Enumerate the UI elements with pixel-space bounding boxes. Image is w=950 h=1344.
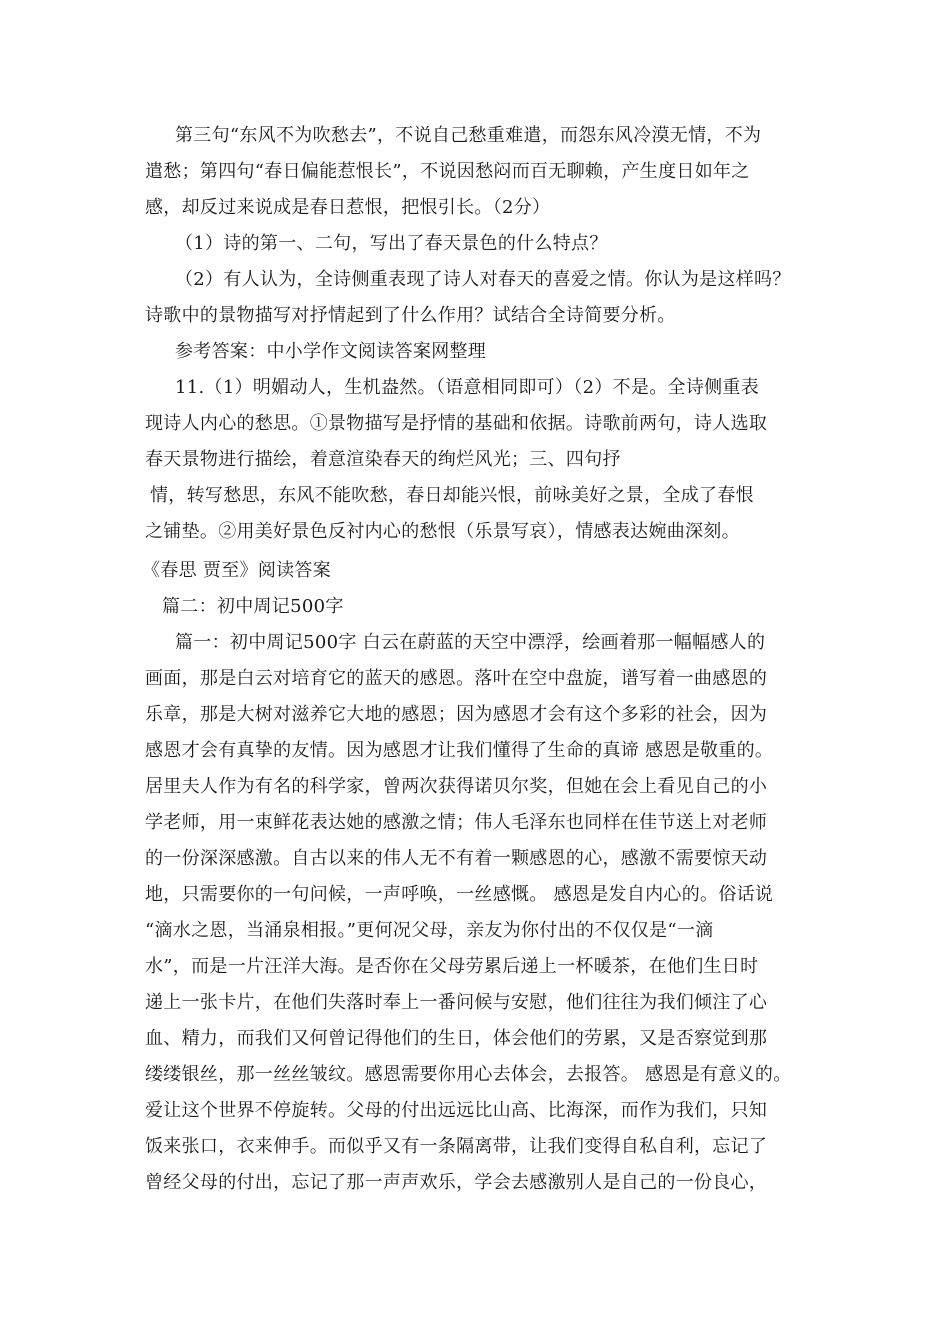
essay-line: 篇一：初中周记500字 白云在蔚蓝的天空中漂浮，绘画着那一幅幅感人的 xyxy=(175,632,766,653)
essay-line: 感恩才会有真挚的友情。因为感恩才让我们懂得了生命的真谛 感恩是敬重的。 xyxy=(145,740,774,761)
answer-line: 现诗人内心的愁思。①景物描写是抒情的基础和依据。诗歌前两句，诗人选取 xyxy=(145,413,768,434)
text-line: 第三句“东风不为吹愁去”，不说自己愁重难遣，而怨东风冷漠无情，不为 xyxy=(175,125,762,146)
answer-line: 情，转写愁思，东风不能吹愁，春日却能兴恨，前咏美好之景，全成了春恨 xyxy=(150,485,754,506)
question-line: （2）有人认为，全诗侧重表现了诗人对春天的喜爱之情。你认为是这样吗？ xyxy=(175,269,791,290)
section-title: 篇二：初中周记500字 xyxy=(162,596,344,617)
essay-line: 饭来张口，衣来伸手。而似乎又有一条隔离带，让我们变得自私自利，忘记了 xyxy=(145,1136,768,1157)
essay-line: 水”，而是一片汪洋大海。是否你在父母劳累后递上一杯暖茶，在他们生日时 xyxy=(145,956,759,977)
essay-line: 的一份深深感激。自古以来的伟人无不有着一颗感恩的心，感激不需要惊天动 xyxy=(145,848,768,869)
essay-line: 学老师，用一束鲜花表达她的感激之情；伟人毛泽东也同样在佳节送上对老师 xyxy=(145,812,768,833)
essay-line: 爱让这个世界不停旋转。父母的付出远远比山高、比海深，而作为我们，只知 xyxy=(145,1100,768,1121)
essay-line: 缕缕银丝，那一丝丝皱纹。感恩需要你用心去体会，去报答。 感恩是有意义的。 xyxy=(145,1064,792,1085)
question-line: （1）诗的第一、二句，写出了春天景色的什么特点？ xyxy=(175,233,608,254)
answer-line: 之铺垫。②用美好景色反衬内心的愁恨（乐景写哀），情感表达婉曲深刻。 xyxy=(145,521,740,542)
essay-line: 居里夫人作为有名的科学家，曾两次获得诺贝尔奖，但她在会上看见自己的小 xyxy=(145,776,768,797)
section-title: 《春思 贾至》阅读答案 xyxy=(142,560,332,581)
question-line: 诗歌中的景物描写对抒情起到了什么作用？试结合全诗简要分析。 xyxy=(145,305,676,326)
essay-line: “滴水之恩，当涌泉相报。”更何况父母，亲友为你付出的不仅仅是“一滴 xyxy=(145,920,714,941)
essay-line: 血、精力，而我们又何曾记得他们的生日，体会他们的劳累，又是否察觉到那 xyxy=(145,1028,768,1049)
text-line: 遣愁；第四句“春日偏能惹恨长”，不说因愁闷而百无聊赖，产生度日如年之 xyxy=(145,161,750,182)
answer-line: 春天景物进行描绘，着意渲染春天的绚烂风光；三、四句抒 xyxy=(145,449,621,470)
essay-line: 乐章，那是大树对滋养它大地的感恩；因为感恩才会有这个多彩的社会，因为 xyxy=(145,704,768,725)
essay-line: 递上一张卡片，在他们失落时奉上一番问候与安慰，他们往往为我们倾注了心 xyxy=(145,992,768,1013)
answer-heading: 参考答案：中小学作文阅读答案网整理 xyxy=(175,341,487,362)
essay-line: 地，只需要你的一句问候，一声呼唤，一丝感慨。 感恩是发自内心的。俗话说 xyxy=(145,884,774,905)
text-line: 感，却反过来说成是春日惹恨，把恨引长。（2分） xyxy=(145,197,551,218)
essay-line: 曾经父母的付出，忘记了那一声声欢乐，学会去感激别人是自己的一份良心， xyxy=(145,1172,768,1193)
essay-line: 画面，那是白云对培育它的蓝天的感恩。落叶在空中盘旋，谱写着一曲感恩的 xyxy=(145,668,768,689)
answer-line: 11.（1）明媚动人，生机盎然。（语意相同即可）（2）不是。全诗侧重表 xyxy=(175,377,760,398)
